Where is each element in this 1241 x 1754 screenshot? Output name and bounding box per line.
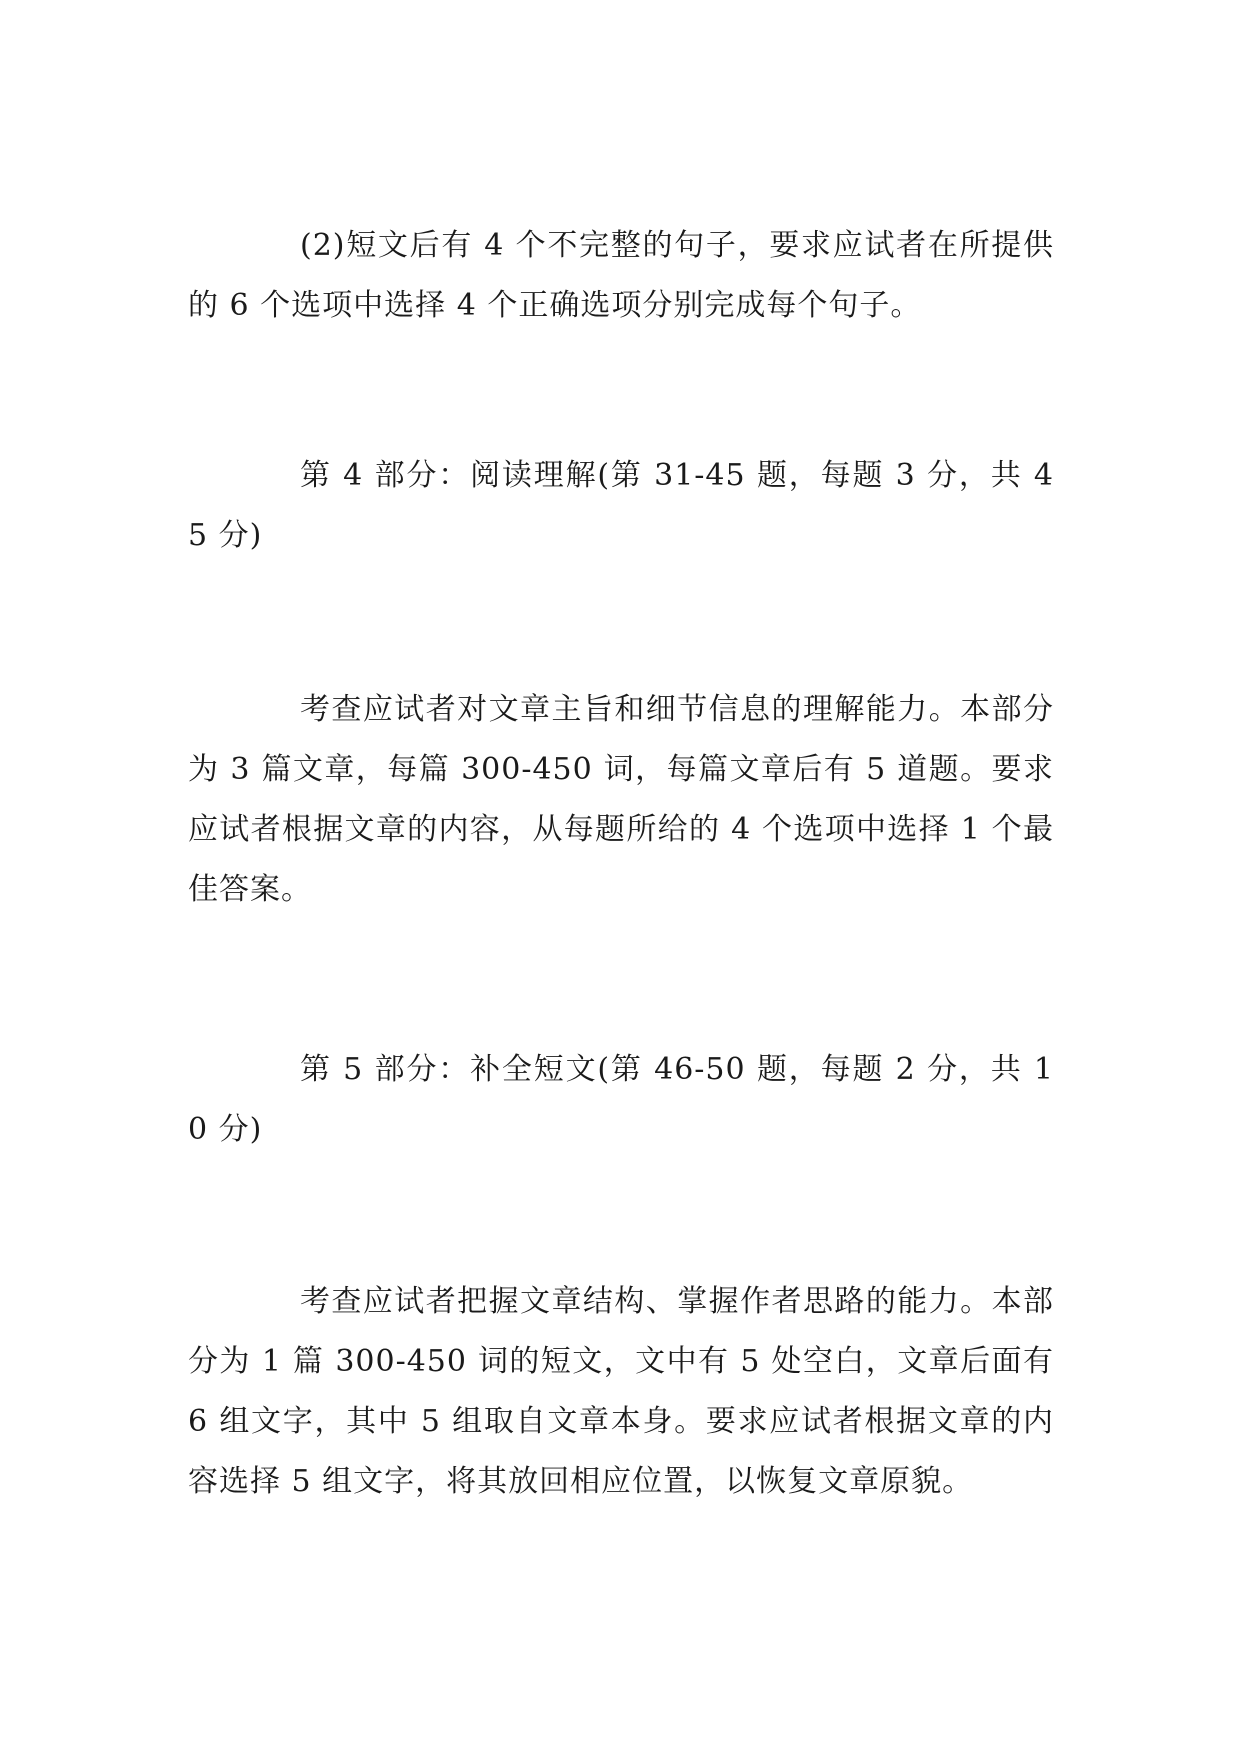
paragraph-part-5-description: 考查应试者把握文章结构、掌握作者思路的能力。本部分为 1 篇 300-450 词的短文，文中有 5 处空白，文章后面有 6 组文字，其中 5 组取自文章本身。要求应试者根据文章的内容选择 5 组文字，将其放回相应位置，以恢复文章原貌。 xyxy=(188,1284,1054,1499)
section-heading-part-4: 第 4 部分：阅读理解(第 31-45 题，每题 3 分，共 45 分) xyxy=(188,458,1054,553)
section-heading-part-5: 第 5 部分：补全短文(第 46-50 题，每题 2 分，共 10 分) xyxy=(188,1052,1054,1147)
paragraph-part-4-description: 考查应试者对文章主旨和细节信息的理解能力。本部分为 3 篇文章，每篇 300-450 词，每篇文章后有 5 道题。要求应试者根据文章的内容，从每题所给的 4 个选项中选择 1 个最佳答案。 xyxy=(188,692,1054,907)
paragraph-option-instructions: (2)短文后有 4 个不完整的句子，要求应试者在所提供的 6 个选项中选择 4 个正确选项分别完成每个句子。 xyxy=(188,228,1054,323)
